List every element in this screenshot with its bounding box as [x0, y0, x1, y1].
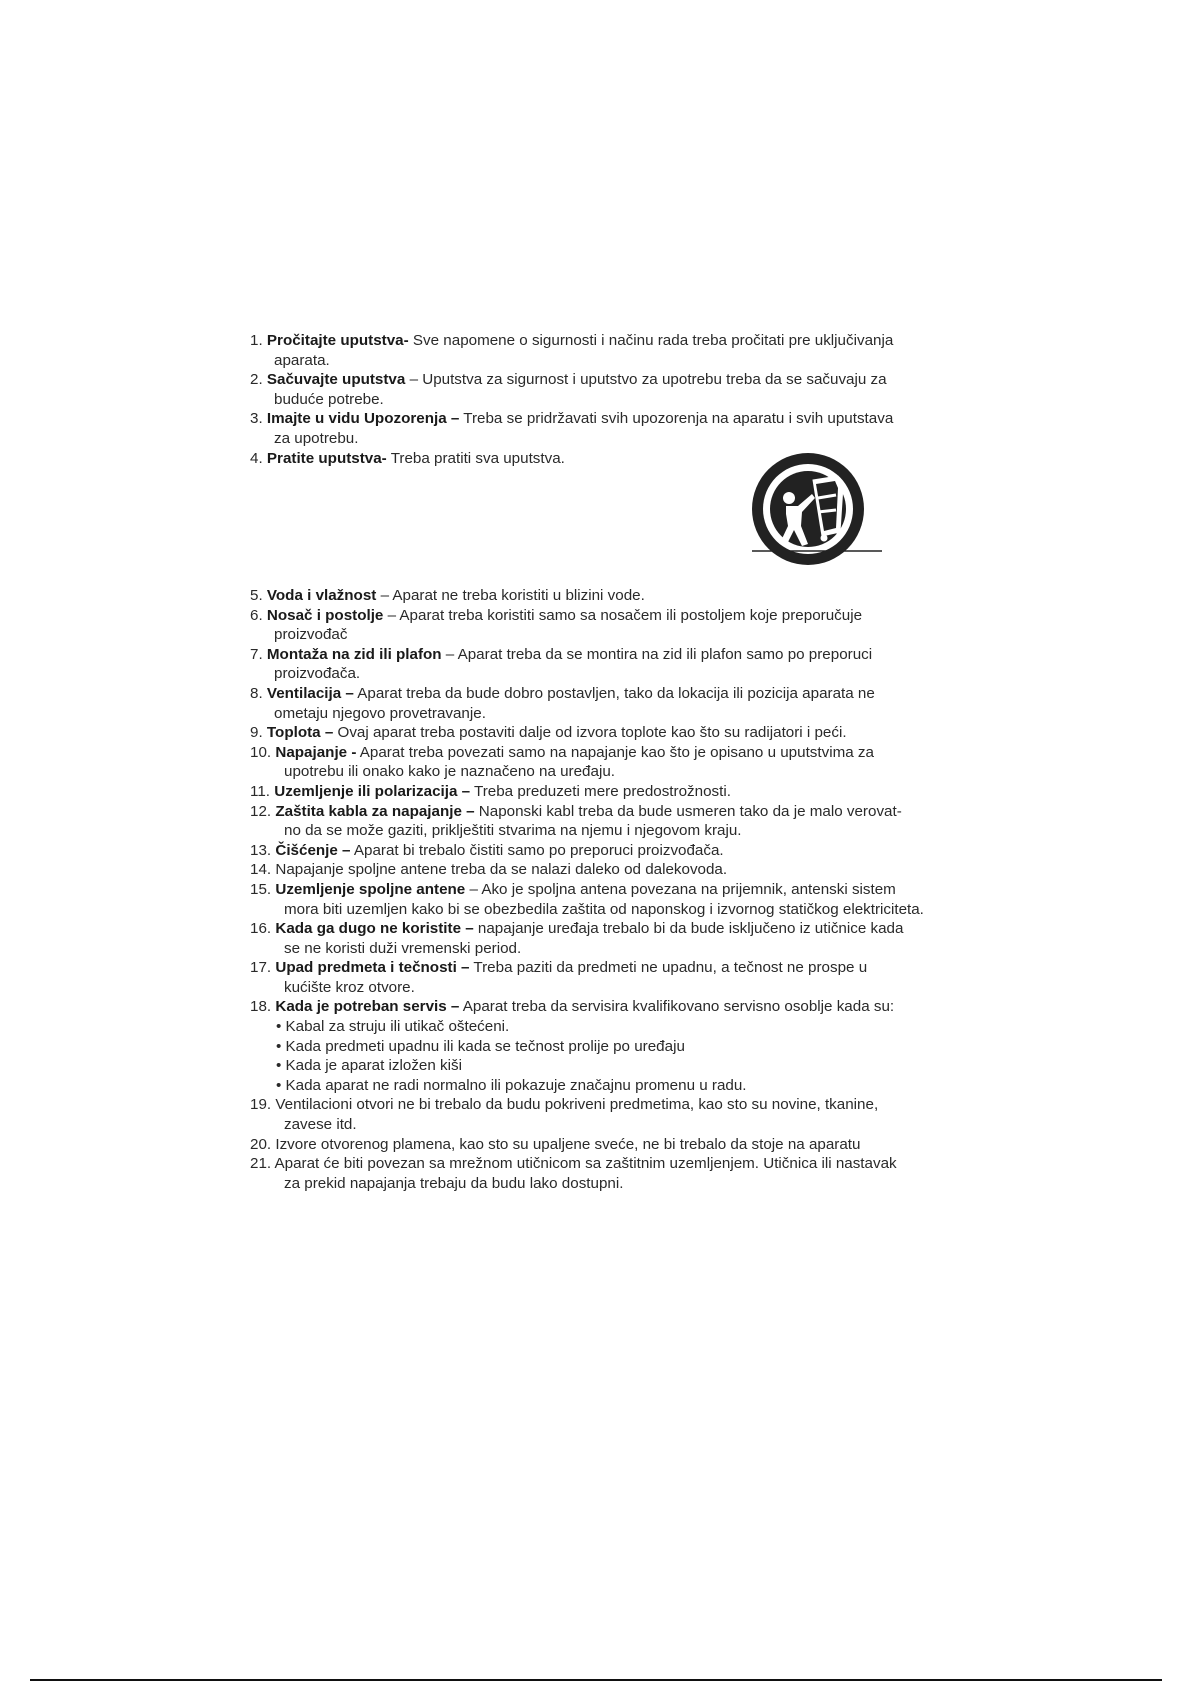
list-item-continuation: kućište kroz otvore.: [284, 978, 415, 996]
bullet-item: • Kada je aparat izložen kiši: [276, 1057, 462, 1075]
list-item-continuation: za upotrebu.: [274, 429, 359, 447]
list-item: 2. Sačuvajte uputstva – Uputstva za sigurnost i uputstvo za upotrebu treba da se sačuvaju za: [250, 371, 887, 389]
list-item: 16. Kada ga dugo ne koristite – napajanje uređaja trebalo bi da bude isključeno iz utičnice kada: [250, 920, 904, 938]
list-item: 10. Napajanje - Aparat treba povezati samo na napajanje kao što je opisano u uputstvima za: [250, 743, 874, 761]
list-item-continuation: mora biti uzemljen kako bi se obezbedila zaštita od naponskog i izvornog statičkog elektriciteta.: [284, 900, 924, 918]
list-item-continuation: ometaju njegovo provetravanje.: [274, 704, 486, 722]
cart-tipover-warning-icon: [746, 450, 884, 570]
list-item: 13. Čišćenje – Aparat bi trebalo čistiti samo po preporuci proizvođača.: [250, 841, 724, 859]
list-item: 12. Zaštita kabla za napajanje – Naponski kabl treba da bude usmeren tako da je malo verovat-: [250, 802, 902, 820]
list-item: 17. Upad predmeta i tečnosti – Treba paziti da predmeti ne upadnu, a tečnost ne prospe u: [250, 959, 868, 977]
list-item: 15. Uzemljenje spoljne antene – Ako je spoljna antena povezana na prijemnik, antenski sistem: [250, 880, 896, 898]
list-item: 5. Voda i vlažnost – Aparat ne treba koristiti u blizini vode.: [250, 587, 645, 604]
list-item: 11. Uzemljenje ili polarizacija – Treba preduzeti mere predostrožnosti.: [250, 782, 731, 800]
list-item: 19. Ventilacioni otvori ne bi trebalo da budu pokriveni predmetima, kao sto su novine, tkanine,: [250, 1096, 879, 1114]
bullet-item: • Kada predmeti upadnu ili kada se tečnost prolije po uređaju: [276, 1037, 685, 1055]
page-bottom-rule: [30, 1679, 1162, 1681]
instructions-list-1: [250, 331, 970, 468]
list-item-continuation: proizvođača.: [274, 665, 361, 683]
list-item: 3. Imajte u vidu Upozorenja – Treba se pridržavati svih upozorenja na aparatu i svih uputstava: [250, 410, 894, 428]
instructions-list-2: [250, 586, 970, 1193]
list-item-continuation: se ne koristi duži vremenski period.: [284, 939, 522, 957]
list-item: 1. Pročitajte uputstva- Sve napomene o sigurnosti i načinu rada treba pročitati pre uključivanja: [250, 332, 894, 349]
list-item-continuation: buduće potrebe.: [274, 390, 384, 408]
bullet-item: • Kabal za struju ili utikač oštećeni.: [276, 1018, 510, 1036]
list-item: 14. Napajanje spoljne antene treba da se nalazi daleko od dalekovoda.: [250, 861, 728, 879]
list-item: 4. Pratite uputstva- Treba pratiti sva uputstva.: [250, 449, 565, 467]
list-item: 8. Ventilacija – Aparat treba da bude dobro postavljen, tako da lokacija ili pozicija aparata ne: [250, 684, 875, 702]
list-item-continuation: za prekid napajanja trebaju da budu lako dostupni.: [284, 1174, 624, 1192]
list-item: 9. Toplota – Ovaj aparat treba postaviti dalje od izvora toplote kao što su radijatori i peći.: [250, 724, 847, 742]
list-item-continuation: aparata.: [274, 351, 330, 369]
bullet-item: • Kada aparat ne radi normalno ili pokazuje značajnu promenu u radu.: [276, 1076, 747, 1094]
list-item: 21. Aparat će biti povezan sa mrežnom utičnicom sa zaštitnim uzemljenjem. Utičnica ili nastavak: [250, 1155, 897, 1173]
list-item-continuation: upotrebu ili onako kako je naznačeno na uređaju.: [284, 763, 615, 781]
list-item: 7. Montaža na zid ili plafon – Aparat treba da se montira na zid ili plafon samo po preporuci: [250, 645, 873, 663]
list-item-continuation: proizvođač: [274, 626, 348, 644]
list-item: 20. Izvore otvorenog plamena, kao sto su upaljene sveće, ne bi trebalo da stoje na aparatu: [250, 1135, 861, 1153]
list-item-continuation: no da se može gaziti, priklještiti stvarima na njemu i njegovom kraju.: [284, 822, 742, 840]
list-item: 6. Nosač i postolje – Aparat treba koristiti samo sa nosačem ili postoljem koje preporučuje: [250, 606, 863, 624]
list-item-continuation: zavese itd.: [284, 1116, 357, 1134]
list-item: 18. Kada je potreban servis – Aparat treba da servisira kvalifikovano servisno osoblje kada su:: [250, 998, 895, 1016]
